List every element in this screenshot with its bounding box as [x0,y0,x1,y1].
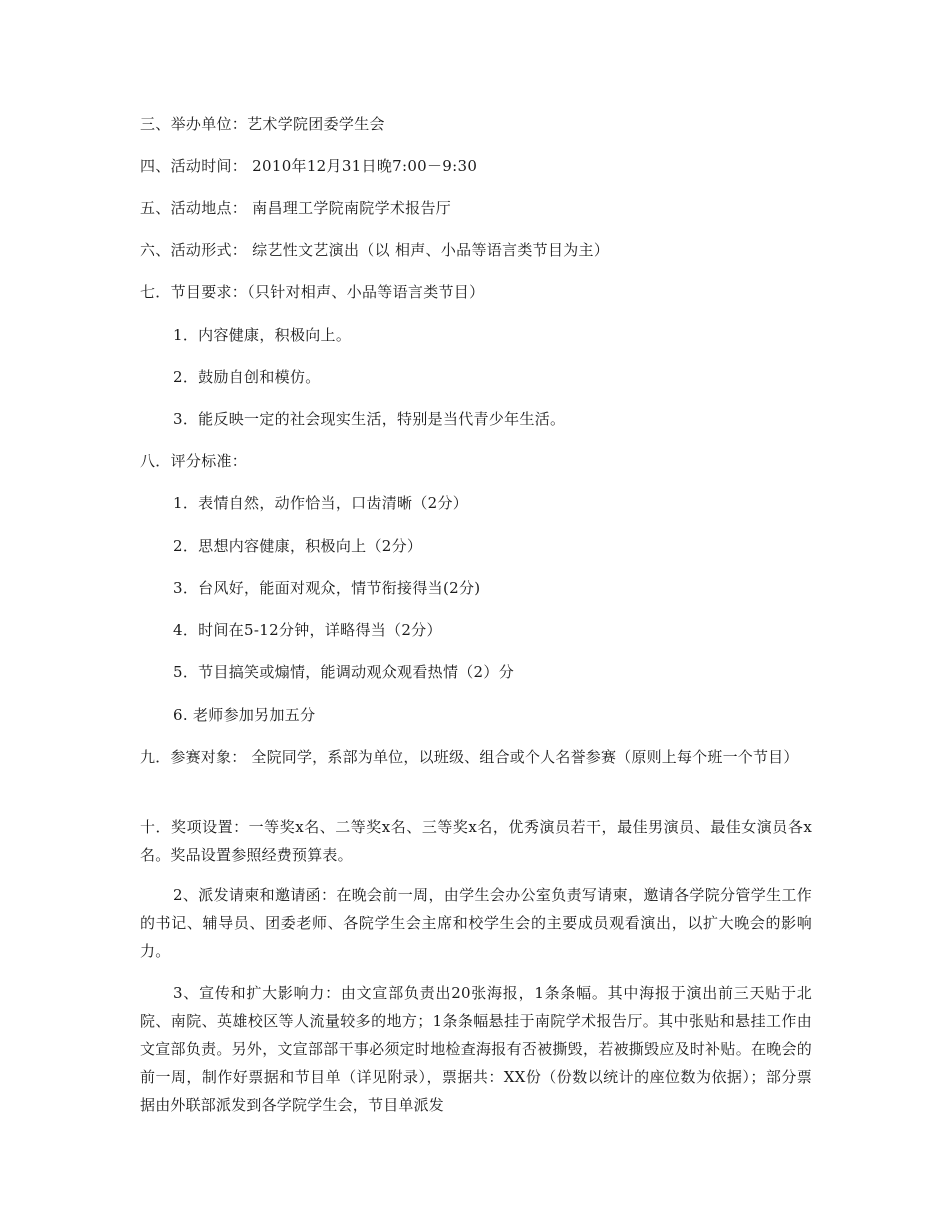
awards-paragraph: 十．奖项设置：一等奖x名、二等奖x名、三等奖x名，优秀演员若干，最佳男演员、最佳女演员各x名。奖品设置参照经费预算表。 [140,818,812,864]
scoring-item: 4．时间在5-12分钟，详略得当（2分） [173,621,442,639]
scoring-heading: 八．评分标准： [140,452,248,470]
publicity-paragraph: 3、宣传和扩大影响力：由文宣部负责出20张海报，1条条幅。其中海报于演出前三天贴于北院、南院、英雄校区等人流量较多的地方；1条条幅悬挂于南院学术报告厅。其中张贴和悬挂工作由文宣部负责。另外，文宣部部干事必须定时地检查海报有否被撕毁，若被撕毁应及时补贴。在晚会的前一周，制作好票据和节目单（详见附录），票据共：XX份（份数以统计的座位数为依据）；部分票据由外联部派发到各学院学生会，节目单派发 [140,984,812,1114]
scoring-item: 5．节目搞笑或煽情，能调动观众观看热情（2）分 [173,663,514,681]
scoring-item: 2．思想内容健康，积极向上（2分） [173,537,423,555]
participants-paragraph: 九．参赛对象： 全院同学，系部为单位，以班级、组合或个人名誉参赛（原则上每个班一个节目） [140,748,799,766]
requirement-item: 2．鼓励自创和模仿。 [173,368,321,386]
organizer-line: 三、举办单位：艺术学院团委学生会 [140,115,385,133]
invitations-paragraph: 2、派发请柬和邀请函：在晚会前一周，由学生会办公室负责写请柬，邀请各学院分管学生工作的书记、辅导员、团委老师、各院学生会主席和校学生会的主要成员观看演出，以扩大晚会的影响力。 [140,886,812,960]
program-requirements-heading: 七．节目要求：（只针对相声、小品等语言类节目） [140,283,485,301]
event-time-line: 四、活动时间： 2010年12月31日晚7:00－9:30 [140,157,478,175]
event-format-line: 六、活动形式： 综艺性文艺演出（以 相声、小品等语言类节目为主） [140,241,610,259]
event-location-line: 五、活动地点： 南昌理工学院南院学术报告厅 [140,199,452,217]
requirement-item: 3．能反映一定的社会现实生活，特别是当代青少年生活。 [173,410,566,428]
scoring-item: 3．台风好，能面对观众，情节衔接得当(2分) [173,579,481,597]
requirement-item: 1．内容健康，积极向上。 [173,326,352,344]
scoring-item: 6. 老师参加另加五分 [173,706,316,724]
scoring-item: 1．表情自然，动作恰当，口齿清晰（2分） [173,494,469,512]
